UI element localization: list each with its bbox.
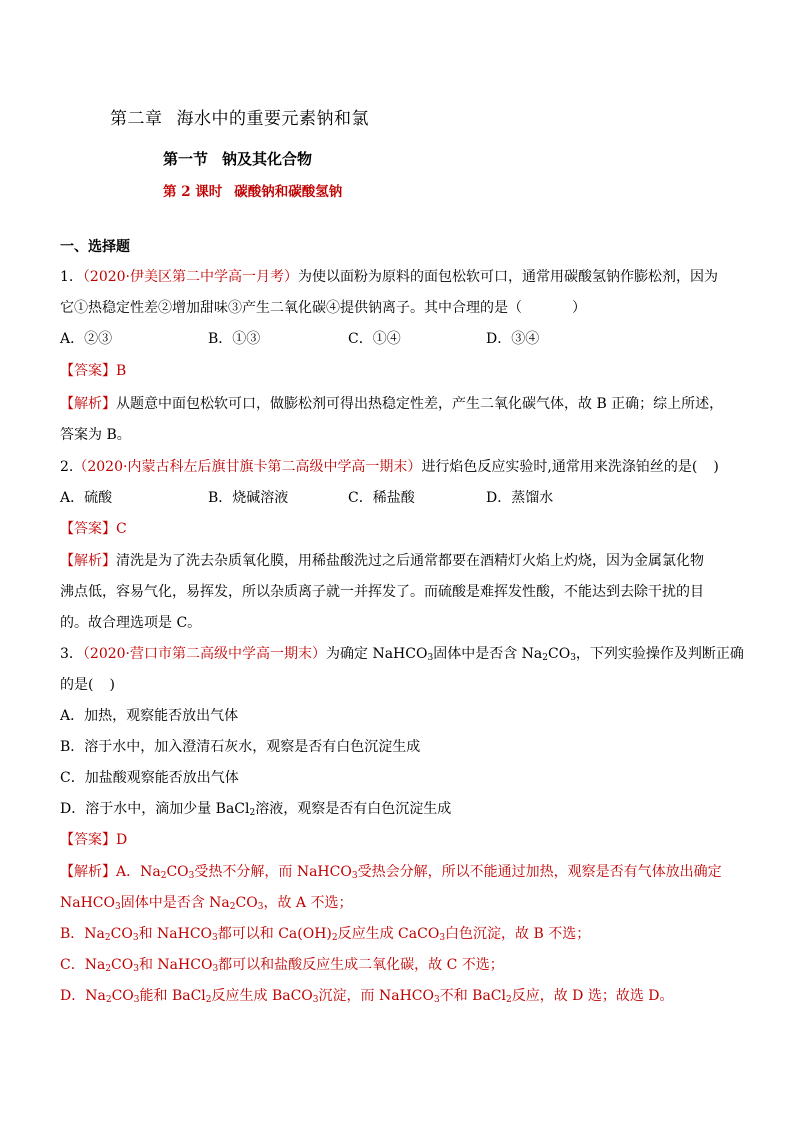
chapter-title: 海水中的重要元素钠和氯 [176, 109, 369, 129]
subscript: 2 [229, 902, 236, 912]
q2-option-c: C．稀盐酸 [348, 490, 415, 506]
an-text: NaHCO [60, 895, 115, 911]
q3-paren-close: ) [109, 677, 115, 693]
an-text: 反应生成 CaCO [337, 926, 440, 942]
subscript: 3 [115, 902, 121, 912]
q1-text: 为使以面粉为原料的面包松软可口，通常用碳酸氢钠作膨松剂，因为 [298, 269, 719, 285]
an-text: CO [110, 926, 133, 942]
subscript: 3 [427, 653, 434, 663]
an-text: D．Na [60, 988, 106, 1004]
analysis-text: 从题意中面包松软可口，做膨松剂可得出热稳定性差，产生二氧化碳气体，故 B 正确；综上所述， [116, 396, 724, 412]
q2-source: （2020·内蒙古科左后旗甘旗卡第二高级中学高一期末） [73, 459, 422, 475]
q1-option-c: C．①④ [348, 331, 401, 347]
q3-text-2: 的是( [60, 677, 94, 693]
q3-option-c: C．加盐酸观察能否放出气体 [60, 770, 239, 786]
q1-analysis-line1 [60, 393, 723, 413]
answer-value: D [116, 832, 128, 848]
subscript: 3 [132, 933, 139, 943]
q2-option-d: D．蒸馏水 [486, 490, 554, 506]
q3-stem-line1 [60, 643, 744, 663]
section-number: 第一节 [163, 150, 209, 168]
an-text: 都可以和盐酸反应生成二氧化碳，故 C 不选； [218, 957, 504, 973]
an-text: 白色沉淀，故 B 不选； [445, 926, 591, 942]
q2-stem [60, 456, 719, 476]
q3-source: （2020·营口市第二高级中学高一期末） [82, 646, 327, 662]
subscript: 2 [249, 808, 256, 818]
an-text: B．Na [60, 926, 105, 942]
subscript: 3 [570, 653, 576, 663]
q2-paren-close: ) [713, 459, 719, 475]
answer-label: 【答案】 [60, 521, 116, 537]
subscript: 2 [104, 933, 111, 943]
q2-analysis-line1 [60, 550, 704, 570]
an-text: ，故 A 不选； [263, 895, 353, 911]
analysis-label: 【解析】 [60, 864, 116, 880]
q1-option-a: A．②③ [60, 331, 113, 347]
q3-option-b: B．溶于水中，加入澄清石灰水，观察是否有白色沉淀生成 [60, 739, 421, 755]
an-text: 固体中是否含 Na [120, 895, 230, 911]
subscript: 3 [439, 933, 446, 943]
analysis-text: 清洗是为了洗去杂质氧化膜，用稀盐酸洗过之后通常都要在酒精灯火焰上灼烧，因为金属氯化物 [116, 553, 704, 569]
q1-analysis-line2: 答案为 B。 [60, 427, 131, 443]
subscript: 3 [257, 902, 264, 912]
q1-option-d: D．③④ [486, 331, 540, 347]
an-text: A．Na [116, 864, 161, 880]
subscript: 3 [351, 871, 358, 881]
analysis-label: 【解析】 [60, 396, 116, 412]
answer-label: 【答案】 [60, 832, 116, 848]
subscript: 3 [212, 964, 219, 974]
analysis-label: 【解析】 [60, 553, 116, 569]
section-heading [163, 148, 312, 169]
q1-stem-line1 [60, 266, 718, 286]
an-text: 能和 BaCl [139, 988, 206, 1004]
q3-stem-line2 [60, 674, 115, 694]
subscript: 2 [105, 995, 112, 1005]
subscript: 3 [312, 995, 319, 1005]
subscript: 2 [506, 995, 512, 1005]
q2-answer [60, 518, 127, 538]
an-text: 沉淀，而 NaHCO [318, 988, 434, 1004]
q2-number: 2. [60, 459, 74, 475]
subscript: 2 [542, 653, 548, 663]
answer-label: 【答案】 [60, 363, 116, 379]
q3-option-d-text-2: 溶液，观察是否有白色沉淀生成 [255, 801, 452, 817]
an-text: 受热不分解，而 NaHCO [194, 864, 352, 880]
q3-number: 3． [60, 646, 83, 662]
q2-analysis-line3: 的。故合理选项是 C。 [60, 615, 202, 631]
chapter-number: 第二章 [110, 109, 163, 129]
an-text: 反应，故 D 选；故选 D。 [511, 988, 674, 1004]
subscript: 2 [205, 995, 212, 1005]
subscript: 3 [188, 871, 195, 881]
q3-answer [60, 829, 127, 849]
q3-option-d [60, 798, 451, 818]
q1-answer [60, 360, 126, 380]
q3-text-d: ，下列实验操作及判断正确 [575, 646, 744, 662]
q3-option-d-text: D．溶于水中，滴加少量 BaCl [60, 801, 250, 817]
q1-paren-close: ） [572, 300, 586, 316]
q3-analysis-line5 [60, 985, 674, 1005]
subscript: 2 [105, 964, 112, 974]
lesson-title: 碳酸钠和碳酸氢钠 [234, 184, 343, 200]
an-text: 都可以和 Ca(OH) [217, 926, 332, 942]
q3-analysis-line1 [60, 861, 722, 881]
q1-source: （2020·伊美区第二中学高一月考） [82, 269, 299, 285]
an-text: C．Na [60, 957, 106, 973]
an-text: 和 NaHCO [138, 926, 213, 942]
an-text: CO [111, 957, 134, 973]
q1-text-2: 它①热稳定性差②增加甜味③产生二氧化碳④提供钠离子。其中合理的是（ [60, 300, 522, 316]
an-text: CO [111, 988, 134, 1004]
q3-text-a: 为确定 NaHCO [326, 646, 428, 662]
subscript: 3 [133, 995, 140, 1005]
an-text: 和 NaHCO [138, 957, 213, 973]
q2-analysis-line2: 沸点低，容易气化，易挥发，所以杂质离子就一并挥发了。而硫酸是难挥发性酸，不能达到去除干扰的目 [60, 584, 704, 600]
answer-value: C [116, 521, 127, 537]
q3-text-b: 固体中是否含 Na [433, 646, 543, 662]
subscript: 3 [212, 933, 218, 943]
q2-option-a: A．硫酸 [60, 490, 113, 506]
answer-value: B [116, 363, 127, 379]
an-text: 反应生成 BaCO [211, 988, 313, 1004]
q2-text: 进行焰色反应实验时,通常用来洗涤铂丝的是( [421, 459, 698, 475]
q3-analysis-line3 [60, 923, 590, 943]
q3-analysis-line4 [60, 954, 504, 974]
q1-number: 1． [60, 269, 83, 285]
an-text: CO [166, 864, 189, 880]
section-title: 钠及其化合物 [222, 150, 313, 168]
chapter-heading [110, 104, 369, 129]
q3-option-a: A．加热，观察能否放出气体 [60, 708, 239, 724]
an-text: CO [235, 895, 258, 911]
lesson-heading [163, 180, 342, 200]
subscript: 3 [433, 995, 440, 1005]
q2-option-b: B．烧碱溶液 [208, 490, 289, 506]
part-title: 一、选择题 [60, 239, 130, 255]
subscript: 3 [133, 964, 139, 974]
q1-stem-line2 [60, 297, 586, 317]
q3-text-c: CO [547, 646, 571, 662]
subscript: 2 [331, 933, 338, 943]
q3-analysis-line2 [60, 892, 352, 912]
an-text: 受热会分解，所以不能通过加热，观察是否有气体放出确定 [357, 864, 722, 880]
q1-option-b: B．①③ [208, 331, 261, 347]
lesson-number: 第 2 课时 [163, 184, 223, 200]
an-text: 不和 BaCl [439, 988, 506, 1004]
subscript: 2 [160, 871, 167, 881]
